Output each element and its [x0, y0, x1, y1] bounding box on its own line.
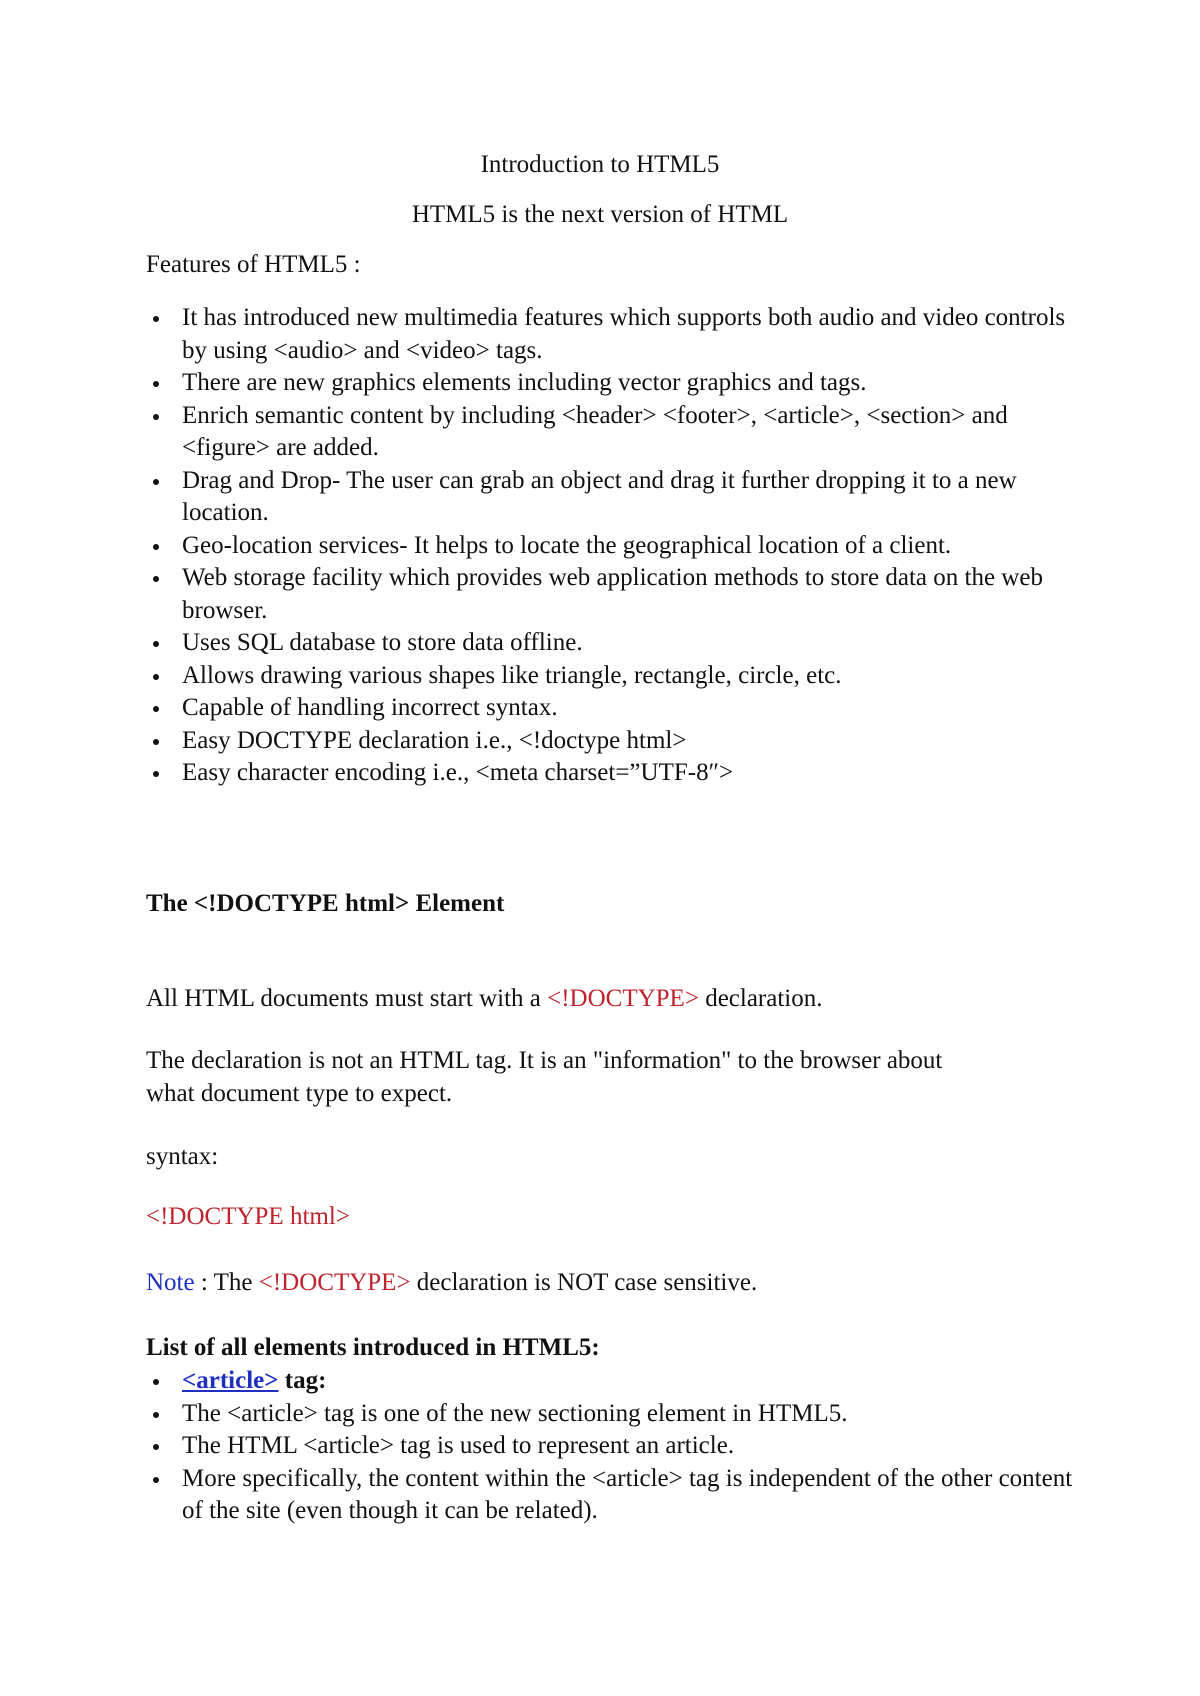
elements-heading: List of all elements introduced in HTML5: [146, 1334, 600, 1361]
bullet-icon [153, 576, 159, 582]
doctype-code: <!DOCTYPE> [547, 985, 699, 1012]
element-item: The <article> tag is one of the new sectioning element in HTML5. [146, 1398, 1076, 1431]
elements-list [146, 1365, 1076, 1528]
feature-item: Uses SQL database to store data offline. [146, 627, 1076, 660]
bullet-icon [153, 414, 159, 420]
page-subtitle: HTML5 is the next version of HTML [411, 201, 789, 228]
feature-item: It has introduced new multimedia features which supports both audio and video controls by using <audio> and <video> tags. [146, 302, 1076, 367]
feature-item: Capable of handling incorrect syntax. [146, 692, 1076, 725]
page-title: Introduction to HTML5 [480, 151, 720, 178]
bullet-icon [153, 1444, 159, 1450]
feature-item: Allows drawing various shapes like triangle, rectangle, circle, etc. [146, 660, 1076, 693]
article-link[interactable]: <article> [182, 1367, 279, 1394]
feature-item: Drag and Drop- The user can grab an object and drag it further dropping it to a new location. [146, 465, 1076, 530]
feature-item: There are new graphics elements including vector graphics and tags. [146, 367, 1076, 400]
element-item: More specifically, the content within the <article> tag is independent of the other content of the site (even though it can be related). [146, 1463, 1076, 1528]
doctype-paragraph-2-line-1: The declaration is not an HTML tag. It is an "information" to the browser about [146, 1047, 943, 1074]
note-label: Note [146, 1269, 195, 1296]
bullet-icon [153, 479, 159, 485]
bullet-icon [153, 641, 159, 647]
features-list [146, 302, 1076, 790]
bullet-icon [153, 674, 159, 680]
doctype-heading: The <!DOCTYPE html> Element [146, 890, 505, 917]
bullet-icon [153, 544, 159, 550]
element-item: The HTML <article> tag is used to represent an article. [146, 1430, 1076, 1463]
feature-item: Web storage facility which provides web application methods to store data on the web browser. [146, 562, 1076, 627]
note-line: Note : The <!DOCTYPE> declaration is NOT case sensitive. [146, 1269, 758, 1296]
bullet-icon [153, 739, 159, 745]
element-item: <article> tag: [146, 1365, 1076, 1398]
doctype-paragraph-1: All HTML documents must start with a <!DOCTYPE> declaration. [146, 985, 823, 1012]
doctype-paragraph-2-line-2: what document type to expect. [146, 1080, 453, 1107]
bullet-icon [153, 1477, 159, 1483]
bullet-icon [153, 316, 159, 322]
feature-item: Easy DOCTYPE declaration i.e., <!doctype html> [146, 725, 1076, 758]
bullet-icon [153, 381, 159, 387]
syntax-label: syntax: [146, 1143, 219, 1170]
note-code: <!DOCTYPE> [258, 1269, 411, 1296]
bullet-icon [153, 771, 159, 777]
bullet-icon [153, 1379, 159, 1385]
bullet-icon [153, 706, 159, 712]
features-heading: Features of HTML5 : [146, 251, 361, 278]
feature-item: Enrich semantic content by including <header> <footer>, <article>, <section> and <figure> are added. [146, 400, 1076, 465]
feature-item: Geo-location services- It helps to locate the geographical location of a client. [146, 530, 1076, 563]
bullet-icon [153, 1412, 159, 1418]
feature-item: Easy character encoding i.e., <meta charset=”UTF-8″> [146, 757, 1076, 790]
syntax-code: <!DOCTYPE html> [146, 1203, 350, 1230]
